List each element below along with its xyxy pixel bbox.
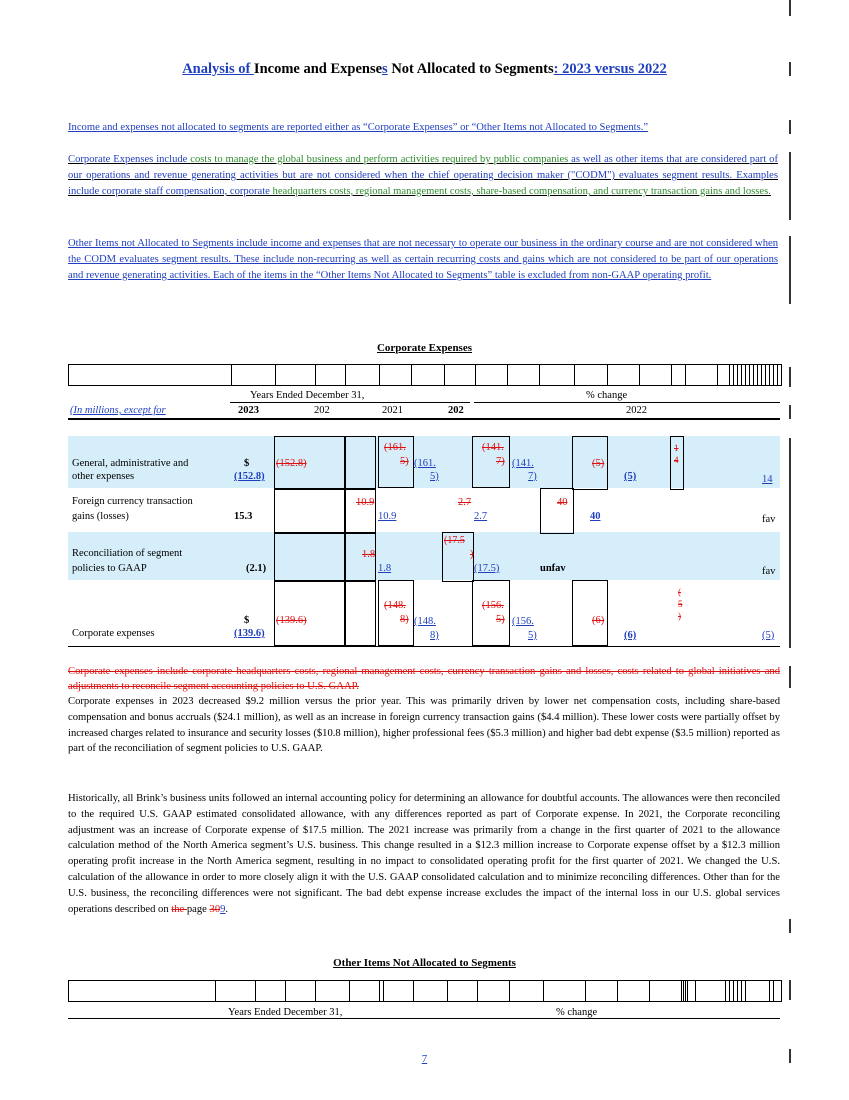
title-inserted-text: : 2023 versus 2022 — [553, 61, 667, 77]
cell-box — [344, 436, 376, 490]
deleted-pct: 1 — [674, 443, 679, 453]
value-2021: 10.9 — [378, 511, 397, 522]
cell-box — [540, 488, 574, 534]
page-number: 7 — [421, 1053, 428, 1065]
deleted-word: the — [171, 903, 187, 915]
body-text: page — [186, 903, 210, 915]
row-label: gains (losses) — [72, 511, 129, 522]
years-ended-header: Years Ended December 31, — [250, 390, 365, 401]
deleted-value: 7) — [496, 456, 505, 467]
header-rule — [68, 1018, 780, 1019]
deleted-pct: (6) — [592, 615, 605, 626]
row-label: Foreign currency transaction — [72, 496, 193, 507]
intro-paragraph-3: Other Items not Allocated to Segments include income and expenses that are not necessary to operate our business in the ordinary course and are not considered when the CODM evaluates segment results. These include non-recurring as well as certain recurring costs and gains which are not considered to be part of our operations and revenue generating activities. Each of the items in the “Other Items Not Allocated to Segments” table is excluded from non-GAAP operating profit. — [68, 238, 778, 281]
other-pct-change-header: % change — [556, 1007, 598, 1018]
cell-box — [274, 488, 346, 534]
value-2023: 15.3 — [234, 511, 253, 522]
moved-text: costs to manage the global business and perform activities required by public companies — [190, 154, 569, 165]
title-text: Income and Expense — [253, 61, 383, 77]
change-bar — [789, 236, 791, 304]
value-2021: (148. — [414, 616, 436, 627]
value-2022: 2.7 — [474, 511, 488, 522]
title-inserted-text: s — [382, 61, 388, 77]
unfav-label: unfav — [540, 563, 566, 574]
change-bar — [789, 367, 791, 387]
cell-box — [344, 580, 376, 646]
body-paragraph-1: Corporate expenses in 2023 decreased $9.2 million versus the prior year. This was primarily driven by lower net compensation costs, including share-based compensation and bonus accruals ($24.1 million), as well as an increase in foreign currency transaction gains ($4.4 million). These lower costs were partially offset by increased charges related to insurance and security losses ($10.8 million), higher professional fees ($5.3 million) and higher bad debt expense ($3.5 million) reported as part of the reconciliation of segment policies to U.S. GAAP. — [68, 696, 780, 755]
deleted-value: 10.9 — [356, 497, 375, 508]
deleted-value: (161. — [384, 442, 406, 453]
other-items-title: Other Items Not Allocated to Segments — [333, 957, 516, 969]
title-text: Not Allocated to Segments — [387, 61, 554, 77]
deleted-pct: ) — [678, 611, 681, 621]
body-paragraph-2 — [68, 791, 780, 917]
dollar-sign: $ — [244, 458, 250, 469]
row-label: Corporate expenses — [72, 628, 155, 639]
header-rule — [68, 418, 780, 420]
col-2021: 2021 — [382, 405, 403, 416]
in-millions-label: (In millions, except for — [70, 405, 166, 416]
dollar-sign: $ — [244, 615, 250, 626]
deleted-pct: 40 — [557, 497, 568, 508]
table-header-grid — [68, 364, 782, 386]
deleted-value: 2.7 — [458, 497, 472, 508]
value-2021: 1.8 — [378, 563, 392, 574]
deleted-value: (17.5 — [444, 535, 465, 546]
deleted-value: 5) — [400, 456, 409, 467]
change-bar — [789, 919, 791, 933]
body-text: . — [225, 903, 229, 915]
body-text: Historically, all Brink’s business units followed an internal accounting policy for determining an allowance for doubtful accounts. The allowances were then reconciled to the required U.S. GAAP estimated consolidated allowance, with any differences reported as part of Corporate expense. In 2021, the Corporate reconciling adjustment was an increase of Corporate expense of $17.5 million. The 2021 increase was primarily from a change in the first quarter of 2021 to the allowance calculation method of the North America segment’s U.S. business. This change resulted in a $12.3 million increase to Corporate expense offset by a $12.3 million operating profit increase in the North America segment, resulting in no impact to consolidated operating profit for the first quarter of 2021. We changed the U.S. calculation of the allowance in order to more closely align it with the U.S. GAAP consolidated calculation and to minimize reconciling differences. Other than for the U.S. business, the reconciling differences were not significant. The bad debt expense increase excludes the impact of the internal loss in our U.S. global services operations described on — [68, 793, 780, 915]
change-bar — [789, 666, 791, 688]
value-2022: (156. — [512, 616, 534, 627]
deleted-pct: 5 — [678, 599, 683, 609]
row-label: Reconciliation of segment — [72, 548, 183, 559]
change-bar — [789, 980, 791, 1000]
col-202: 202 — [314, 405, 330, 416]
value-2021: (161. — [414, 458, 436, 469]
deleted-value: 1.8 — [362, 549, 376, 560]
deleted-value: 5) — [496, 614, 505, 625]
corporate-expenses-title: Corporate Expenses — [376, 342, 473, 354]
header-rule — [474, 402, 780, 403]
moved-text: headquarters costs, regional management costs, share-based compensation, and — [272, 186, 612, 197]
value-2021: 8) — [430, 630, 439, 641]
value-2023: (139.6) — [234, 628, 265, 639]
title-inserted-text: Analysis of — [182, 61, 254, 77]
other-years-ended-header: Years Ended December 31, — [228, 1007, 343, 1018]
value-2022: (141. — [512, 458, 534, 469]
inserted-number: 9 — [220, 903, 226, 915]
cell-box — [344, 488, 376, 534]
change-bar — [789, 405, 791, 419]
table-bottom-rule — [68, 646, 780, 647]
header-rule — [230, 402, 470, 403]
col-202-bold: 202 — [448, 405, 464, 416]
deleted-value: (148. — [384, 600, 406, 611]
value-2022: 7) — [528, 471, 537, 482]
deleted-value: 8) — [400, 614, 409, 625]
row-label: policies to GAAP — [72, 563, 147, 574]
cell-box — [572, 580, 608, 646]
deleted-value: (152.8) — [276, 458, 307, 469]
col-2022: 2022 — [626, 405, 647, 416]
pct-change: (5) — [624, 471, 637, 482]
col-2023: 2023 — [238, 405, 259, 416]
row-label: other expenses — [72, 471, 135, 482]
value-2023: (2.1) — [246, 563, 267, 574]
deleted-value: (156. — [482, 600, 504, 611]
value-2023: (152.8) — [234, 471, 265, 482]
deleted-value: (139.6) — [276, 615, 307, 626]
deleted-value: ) — [470, 549, 474, 560]
change-bar — [789, 0, 791, 16]
cell-box — [472, 580, 510, 646]
change-bar — [789, 438, 791, 648]
intro-paragraph-2 — [68, 152, 778, 200]
pct-change: (6) — [624, 630, 637, 641]
moved-text: currency transaction gains and losses. — [611, 186, 771, 197]
change-bar — [789, 152, 791, 220]
pct-change-header: % change — [586, 390, 628, 401]
inserted-text: Corporate Expenses include — [68, 154, 191, 165]
cell-box — [274, 532, 346, 582]
fav-label: fav — [762, 566, 776, 577]
deleted-paragraph: Corporate expenses include corporate headquarters costs, regional management costs, currency transaction gains and losses, costs related to global initiatives and adjustments to reconcile segment accounting policies to U.S. GAAP. — [68, 666, 780, 692]
deleted-value: (141. — [482, 442, 504, 453]
page-title — [0, 61, 849, 78]
value-2022: (17.5) — [474, 563, 500, 574]
pct-change-2: 14 — [762, 474, 773, 485]
other-table-header-grid — [68, 980, 782, 1002]
deleted-pct: (5) — [592, 458, 605, 469]
inserted-text: as well as other items that are considered part of our operations and revenue generating activities but are not considered when the chief operating decision maker ("CODM") evaluates segment results. Examples include corporate staff compensation, corporate — [68, 154, 778, 197]
change-bar — [789, 120, 791, 134]
cell-box — [274, 580, 346, 646]
deleted-number: 30 — [209, 903, 221, 915]
deleted-pct: ( — [678, 587, 681, 597]
pct-change: 40 — [590, 511, 601, 522]
deleted-pct: 4 — [674, 455, 679, 465]
value-2022: 5) — [528, 630, 537, 641]
intro-paragraph-1: Income and expenses not allocated to segments are reported either as “Corporate Expenses” or “Other Items not Allocated to Segments.” — [68, 122, 649, 133]
fav-label: fav — [762, 514, 776, 525]
value-2021: 5) — [430, 471, 439, 482]
cell-box — [378, 580, 414, 646]
row-label: General, administrative and — [72, 458, 189, 469]
pct-change-2: (5) — [762, 630, 775, 641]
